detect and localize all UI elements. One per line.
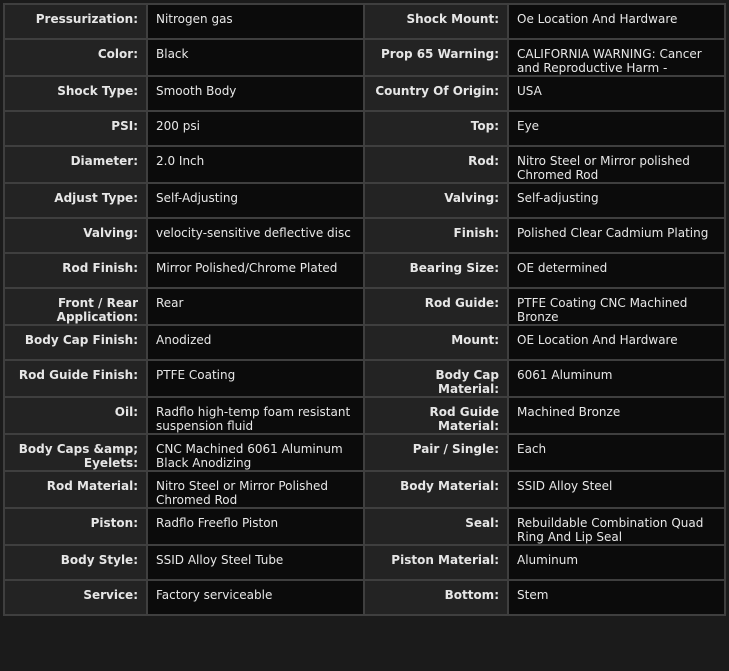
spec-value-right — [508, 360, 725, 397]
spec-value-right — [508, 288, 725, 325]
spec-value-text: Mirror Polished/Chrome Plated — [156, 261, 338, 275]
spec-value-left — [147, 434, 364, 471]
spec-value-text: Nitrogen gas — [156, 12, 233, 26]
spec-value-text: Oe Location And Hardware — [517, 12, 678, 26]
spec-label-left: Service: — [4, 580, 147, 615]
spec-label-right: Prop 65 Warning: — [364, 39, 508, 76]
spec-label-right: Rod Guide: — [364, 288, 508, 325]
spec-value-right — [508, 183, 725, 218]
spec-value-right — [508, 76, 725, 111]
spec-label-left: Body Cap Finish: — [4, 325, 147, 360]
spec-label-right: Seal: — [364, 508, 508, 545]
spec-value-text: Aluminum — [517, 553, 579, 567]
spec-label-right: Rod Guide Material: — [364, 397, 508, 434]
spec-label-right: Top: — [364, 111, 508, 146]
spec-value-text: Polished Clear Cadmium Plating — [517, 226, 709, 240]
spec-value-text: CALIFORNIA WARNING: Cancer and Reproductive Harm - — [517, 47, 702, 75]
spec-value-text: SSID Alloy Steel Tube — [156, 553, 284, 567]
spec-label-left: Adjust Type: — [4, 183, 147, 218]
spec-value-left — [147, 508, 364, 545]
spec-label-right: Body Cap Material: — [364, 360, 508, 397]
spec-row — [4, 76, 725, 111]
spec-row — [4, 508, 725, 545]
spec-value-text: Rebuildable Combination Quad Ring And Lip Seal — [517, 516, 704, 544]
spec-value-left — [147, 4, 364, 39]
spec-value-text: Radflo Freeflo Piston — [156, 516, 279, 530]
spec-label-right: Bottom: — [364, 580, 508, 615]
spec-value-text: SSID Alloy Steel — [517, 479, 613, 493]
spec-value-right — [508, 545, 725, 580]
spec-row — [4, 39, 725, 76]
spec-value-right — [508, 397, 725, 434]
spec-value-text: Each — [517, 442, 547, 456]
spec-label-right: Mount: — [364, 325, 508, 360]
spec-value-text: Nitro Steel or Mirror Polished Chromed Rod — [156, 479, 329, 507]
spec-value-text: OE Location And Hardware — [517, 333, 678, 347]
spec-value-text: Factory serviceable — [156, 588, 273, 602]
spec-value-text: PTFE Coating CNC Machined Bronze — [517, 296, 688, 324]
spec-value-right — [508, 39, 725, 76]
spec-value-left — [147, 471, 364, 508]
spec-label-left: Oil: — [4, 397, 147, 434]
spec-row — [4, 471, 725, 508]
spec-value-right — [508, 146, 725, 183]
spec-label-left: Shock Type: — [4, 76, 147, 111]
spec-value-text: Self-adjusting — [517, 191, 599, 205]
spec-label-left: Pressurization: — [4, 4, 147, 39]
spec-table-body — [4, 4, 725, 615]
spec-row — [4, 580, 725, 615]
spec-value-text: CNC Machined 6061 Aluminum Black Anodizing — [156, 442, 343, 470]
spec-label-right: Shock Mount: — [364, 4, 508, 39]
spec-value-right — [508, 325, 725, 360]
spec-row — [4, 253, 725, 288]
spec-value-text: Nitro Steel or Mirror polished Chromed Rod — [517, 154, 690, 182]
spec-row — [4, 434, 725, 471]
spec-label-left: Color: — [4, 39, 147, 76]
spec-value-text: USA — [517, 84, 542, 98]
spec-value-text: Radflo high-temp foam resistant suspension fluid — [156, 405, 351, 433]
spec-value-right — [508, 471, 725, 508]
spec-value-right — [508, 580, 725, 615]
spec-value-right — [508, 434, 725, 471]
spec-row — [4, 146, 725, 183]
spec-value-text: Machined Bronze — [517, 405, 621, 419]
spec-value-text: Eye — [517, 119, 540, 133]
spec-row — [4, 218, 725, 253]
spec-value-left — [147, 545, 364, 580]
spec-value-left — [147, 39, 364, 76]
spec-label-left: Rod Finish: — [4, 253, 147, 288]
spec-value-right — [508, 4, 725, 39]
spec-value-text: Self-Adjusting — [156, 191, 239, 205]
spec-value-left — [147, 360, 364, 397]
spec-value-text: velocity-sensitive deflective disc — [156, 226, 351, 240]
spec-value-right — [508, 253, 725, 288]
spec-value-left — [147, 288, 364, 325]
spec-value-left — [147, 183, 364, 218]
spec-label-right: Finish: — [364, 218, 508, 253]
spec-value-text: 2.0 Inch — [156, 154, 205, 168]
spec-value-text: Black — [156, 47, 189, 61]
spec-label-left: Piston: — [4, 508, 147, 545]
spec-label-left: Rod Material: — [4, 471, 147, 508]
spec-row — [4, 397, 725, 434]
spec-value-left — [147, 580, 364, 615]
spec-label-left: Front / Rear Application: — [4, 288, 147, 325]
spec-value-left — [147, 76, 364, 111]
spec-label-left: Valving: — [4, 218, 147, 253]
spec-row — [4, 545, 725, 580]
spec-label-left: PSI: — [4, 111, 147, 146]
spec-value-text: PTFE Coating — [156, 368, 236, 382]
spec-row — [4, 288, 725, 325]
spec-label-left: Body Style: — [4, 545, 147, 580]
spec-label-right: Pair / Single: — [364, 434, 508, 471]
spec-row — [4, 111, 725, 146]
spec-value-left — [147, 111, 364, 146]
spec-value-text: OE determined — [517, 261, 608, 275]
spec-row — [4, 360, 725, 397]
spec-value-text: Stem — [517, 588, 549, 602]
spec-value-text: Rear — [156, 296, 184, 310]
spec-label-right: Valving: — [364, 183, 508, 218]
spec-table — [3, 3, 726, 616]
spec-label-right: Piston Material: — [364, 545, 508, 580]
spec-value-text: Anodized — [156, 333, 212, 347]
spec-label-right: Body Material: — [364, 471, 508, 508]
spec-value-text: 200 psi — [156, 119, 200, 133]
spec-value-text: Smooth Body — [156, 84, 237, 98]
spec-value-left — [147, 253, 364, 288]
spec-value-left — [147, 325, 364, 360]
spec-value-left — [147, 218, 364, 253]
spec-value-text: 6061 Aluminum — [517, 368, 613, 382]
spec-label-left: Rod Guide Finish: — [4, 360, 147, 397]
spec-row — [4, 325, 725, 360]
spec-label-right: Bearing Size: — [364, 253, 508, 288]
spec-row — [4, 183, 725, 218]
spec-value-left — [147, 146, 364, 183]
spec-label-right: Rod: — [364, 146, 508, 183]
spec-value-right — [508, 111, 725, 146]
spec-row — [4, 4, 725, 39]
spec-label-left: Diameter: — [4, 146, 147, 183]
spec-value-left — [147, 397, 364, 434]
spec-label-left: Body Caps &amp; Eyelets: — [4, 434, 147, 471]
spec-value-right — [508, 218, 725, 253]
spec-label-right: Country Of Origin: — [364, 76, 508, 111]
spec-value-right — [508, 508, 725, 545]
